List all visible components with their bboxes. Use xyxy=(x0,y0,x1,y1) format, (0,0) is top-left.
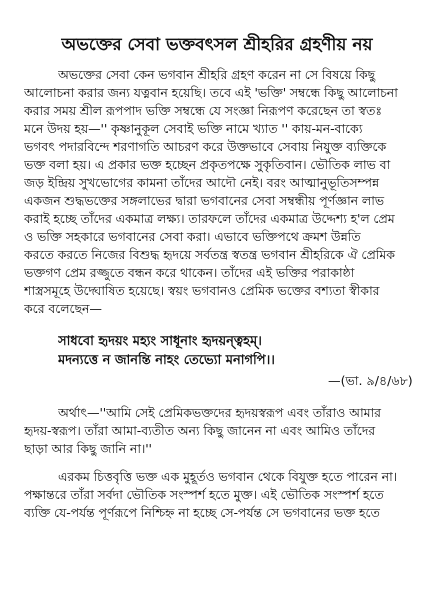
paragraph-line: শাস্ত্রসমূহে উদ্ঘোষিত হয়েছে। স্বয়ং ভগবানও প্রেমিক ভক্তের বশ্যতা স্বীকার xyxy=(24,283,380,298)
paragraph-line: ছাড়া আর কিছু জানি না।'' xyxy=(24,441,152,456)
paragraph-line: অভক্তের সেবা কেন ভগবান শ্রীহরি গ্রহণ করেন না সে বিষয়ে কিছু xyxy=(58,67,376,82)
verse-citation: —(ভা. ৯/৪/৬৮) xyxy=(328,373,413,388)
paragraph-line: ভগবৎ পদারবিন্দে শরণাগতি আচরণ করে উক্তভাবে সেবায় নিযুক্ত ব্যক্তিকে xyxy=(24,139,387,154)
paragraph-line: মনে উদয় হয়—'' কৃষ্ণানুকূল সেবাই ভক্তি নামে খ্যাত '' কায়-মন-বাক্যে xyxy=(24,121,363,136)
paragraph-line: করতে করতে নিজের বিশুদ্ধ হৃদয়ে সর্বতন্ত্র স্বতন্ত্র ভগবান শ্রীহরিকে ঐ প্রেমিক xyxy=(24,247,395,262)
paragraph-line: পক্ষান্তরে তাঁরা সর্বদা ভৌতিক সংস্পর্শ হতে মুক্ত। এই ভৌতিক সংস্পর্শ হতে xyxy=(24,487,384,502)
paragraph-line: একজন শুদ্ধভক্তের সঙ্গলাভের দ্বারা ভগবানের সেবা সম্বন্ধীয় পূর্ণজ্ঞান লাভ xyxy=(24,193,384,208)
paragraph-line: জড় ইন্দ্রিয় সুখভোগের কামনা তাঁদের আদৌ নেই। বরং আত্মানুভূতিসম্পন্ন xyxy=(24,175,379,190)
paragraph-line: এরকম চিত্তবৃত্তি ভক্ত এক মুহূর্তও ভগবান থেকে বিযুক্ত হতে পারেন না। xyxy=(58,469,397,484)
paragraph-line: আলোচনা করার জন্য যত্নবান হয়েছি। তবে এই 'ভক্তি' সম্বন্ধে কিছু আলোচনা xyxy=(24,85,398,100)
paragraph-line: ভক্ত বলা হয়। এ প্রকার ভক্ত হচ্ছেন প্রকৃতপক্ষে সুকৃতিবান। ভৌতিক লাভ বা xyxy=(24,157,391,172)
paragraph-line: করার সময় শ্রীল রূপপাদ ভক্তি সম্বন্ধে যে সংজ্ঞা নিরূপণ করেছেন তা স্বতঃ xyxy=(24,103,382,118)
paragraph-line: হৃদয়-স্বরূপ। তাঁরা আমা-ব্যতীত অন্য কিছু জানেন না এবং আমিও তাঁদের xyxy=(24,423,376,438)
paragraph-line: ব্যক্তি যে-পর্যন্ত পূর্ণরূপে নিশ্চিহ্ন না হচ্ছে সে-পর্যন্ত সে ভগবানের ভক্ত হতে xyxy=(24,505,380,520)
paragraph-line: করে বলেছেন— xyxy=(24,301,102,316)
page-title: অভক্তের সেবা ভক্তবৎসল শ্রীহরির গ্রহণীয় নয় xyxy=(61,35,373,55)
paragraph-line: অর্থাৎ—''আমি সেই প্রেমিকভক্তদের হৃদয়স্বরূপ এবং তাঁরাও আমার xyxy=(58,405,381,420)
verse-line: সাধবো হৃদয়ং মহ্যং সাধূনাং হৃদয়ন্ত্বহম্। xyxy=(58,334,262,349)
paragraph-line: করাই হচ্ছে তাঁদের একমাত্র লক্ষ্য। তারফলে তাঁদের একমাত্র উদ্দেশ্য হ'ল প্রেম xyxy=(24,211,395,226)
paragraph-line: ও ভক্তি সহকারে ভগবানের সেবা করা। এভাবে ভক্তিপথে ক্রমশ উন্নতি xyxy=(24,229,361,244)
paragraph-line: ভক্তগণ প্রেম রজ্জুতে বন্ধন করে থাকেন। তাঁদের এই ভক্তির পরাকাষ্ঠা xyxy=(24,265,355,280)
verse-line: মদন্যত্তে ন জানন্তি নাহং তেভ্যো মনাগপি।। xyxy=(58,353,275,368)
